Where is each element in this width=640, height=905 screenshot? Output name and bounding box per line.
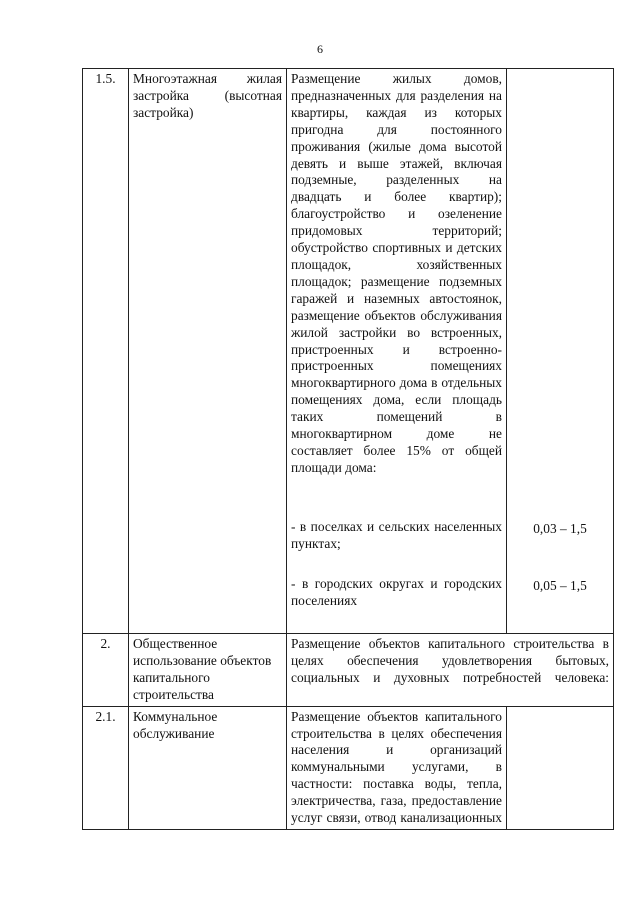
table-row [83, 634, 614, 707]
land-use-description: Размещение объектов капитального строительства в целях обеспечения удовлетворения бытовых, социальных и духовных потребностей человека: [287, 634, 614, 707]
land-use-name: Коммунальное обслуживание [129, 706, 287, 829]
page-number: 6 [317, 42, 323, 56]
zoning-table [82, 68, 614, 830]
land-use-name: Общественное использование объектов капитального строительства [129, 634, 287, 707]
table-row [83, 69, 614, 520]
sub-item-text: - в городских округах и городских поселениях [291, 576, 502, 608]
table-row [83, 706, 614, 829]
value-range: 0,03 – 1,5 [507, 519, 614, 576]
land-use-name: Многоэтажная жилая застройка (высотная застройка) [129, 69, 287, 634]
description-text: Размещение жилых домов, предназначенных для разделения на квартиры, каждая из которых пригодна для постоянного проживания (жилые дома высотой девять и выше этажей, включая подземные, разделенных на двадцать и более квартир); благоустройство и озеленение придомовых территорий; обустройство спортивных и детских площадок, хозяйственных площадок; размещение подземных гаражей и наземных автостоянок, размещение объектов обслуживания жилой застройки во встроенных, пристроенных и встроенно-пристроенных помещениях многоквартирного дома в отдельных помещениях дома, если площадь таких помещений в многоквартирном доме не составляет более 15% от общей площади дома: [291, 71, 502, 475]
row-number: 1.5. [83, 69, 129, 634]
land-use-description [287, 69, 507, 520]
value-cell [507, 706, 614, 829]
sub-item [287, 576, 507, 633]
value-range: 0,05 – 1,5 [507, 576, 614, 633]
sub-item-text: - в поселках и сельских населенных пунктах; [291, 519, 502, 552]
sub-item [287, 519, 507, 576]
row-number: 2. [83, 634, 129, 707]
land-use-description: Размещение объектов капитального строительства в целях обеспечения населения и организаций коммунальными услугами, в частности: поставка воды, тепла, электричества, газа, предоставление услуг связи, отвод канализационных [287, 706, 507, 829]
row-number: 2.1. [83, 706, 129, 829]
value-cell [507, 69, 614, 520]
